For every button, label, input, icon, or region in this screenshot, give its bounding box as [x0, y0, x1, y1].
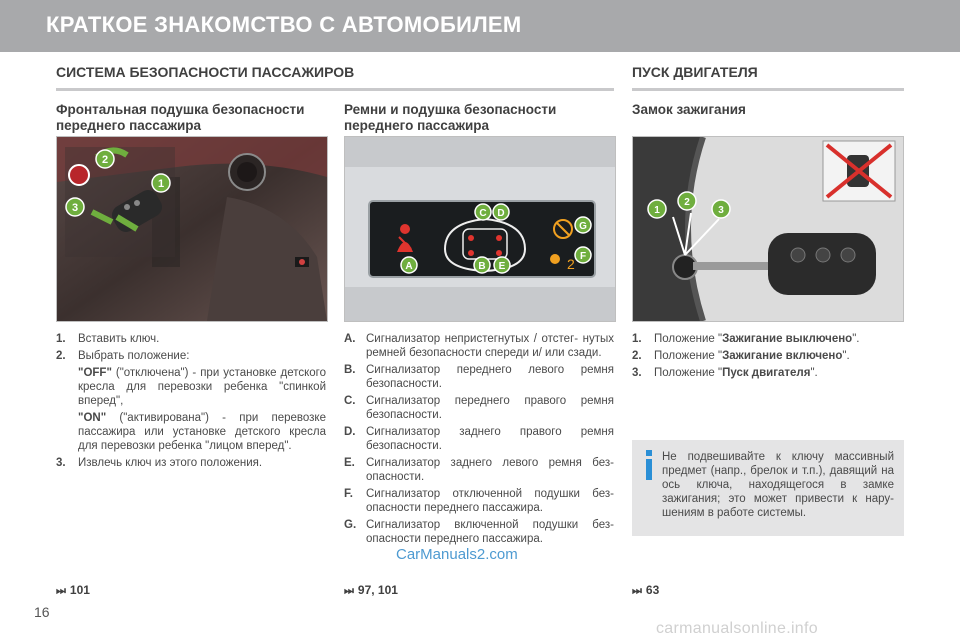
section-title-safety: СИСТЕМА БЕЗОПАСНОСТИ ПАССАЖИРОВ — [56, 64, 355, 80]
list-item: 3. Извлечь ключ из этого положения. — [56, 457, 263, 469]
list-item: E. Сигнализатор заднего левого ремня без- опасности. — [344, 457, 614, 483]
page-reference-link[interactable]: ⏭ 97, 101 — [344, 583, 398, 597]
indicators-list — [344, 332, 614, 549]
callout-2: 2 — [684, 197, 690, 208]
list-item: 1. Вставить ключ. — [56, 333, 160, 345]
section-title-start: ПУСК ДВИГАТЕЛЯ — [632, 64, 758, 80]
airbag-heading: Фронтальная подушка безопасности переднего пассажира — [56, 102, 305, 133]
page-reference-link[interactable]: ⏭ 63 — [632, 583, 660, 597]
page-reference-link[interactable]: ⏭ 101 — [56, 583, 90, 597]
callout-F: F — [579, 251, 587, 262]
section-divider-safety — [56, 88, 614, 91]
callout-A: A — [405, 261, 413, 272]
watermark-footer: carmanualsonline.info — [656, 620, 818, 637]
list-item: 2. Выбрать положение: — [56, 350, 190, 362]
ignition-lock-photo — [632, 136, 904, 322]
watermark-inline: CarManuals2.com — [396, 546, 518, 563]
section-divider-start — [632, 88, 904, 91]
page-number: 16 — [34, 604, 50, 620]
callout-E: E — [498, 261, 506, 272]
list-item: D. Сигнализатор заднего правого ремня безопасности. — [344, 426, 614, 452]
callout-D: D — [497, 208, 505, 219]
page-title: КРАТКОЕ ЗНАКОМСТВО С АВТОМОБИЛЕМ — [46, 12, 522, 37]
callout-1: 1 — [654, 205, 660, 216]
list-item: C. Сигнализатор переднего правого ремня безопасности. — [344, 395, 614, 421]
info-note-box — [632, 440, 904, 536]
off-position-text: "OFF" ("отключена") - при установке детского кресла для перевозки ребенка "спинкой вперед", — [78, 367, 326, 407]
list-item: 2. Положение "Зажигание включено". — [632, 350, 850, 362]
belts-heading: Ремни и подушка безопасности переднего пассажира — [344, 102, 557, 133]
callout-2: 2 — [101, 154, 109, 166]
list-item: B. Сигнализатор переднего левого ремня безопасности. — [344, 364, 614, 390]
on-position-text: "ON" ("активирована") - при перевозке пассажира или установке детского кресла для перевозки ребенка "лицом вперед". — [78, 412, 326, 452]
airbag-steps-list — [56, 332, 326, 473]
list-item: 3. Положение "Пуск двигателя". — [632, 367, 818, 379]
callout-C: C — [479, 208, 487, 219]
list-item: A. Сигнализатор непристегнутых / отстег- нутых ремней безопасности спереди и/ или сзади. — [344, 333, 614, 359]
callout-3: 3 — [71, 202, 79, 214]
header-bar — [0, 0, 960, 52]
seatbelt-indicators-photo — [344, 136, 616, 322]
no-heavy-keychain-inset — [823, 141, 895, 201]
callout-B: B — [478, 261, 486, 272]
key-fob-image — [768, 233, 876, 295]
list-item: F. Сигнализатор отключенной подушки без- опасности переднего пассажира. — [344, 488, 614, 514]
ignition-positions-list — [632, 332, 904, 383]
callout-G: G — [579, 221, 587, 232]
info-icon — [644, 450, 654, 480]
callout-3: 3 — [718, 205, 724, 216]
airbag-switch-photo — [56, 136, 328, 322]
ignition-heading: Замок зажигания — [632, 102, 746, 117]
page-ref-arrow-icon: ⏭ — [56, 585, 66, 597]
list-item: 1. Положение "Зажигание выключено". — [632, 333, 860, 345]
list-item: G. Сигнализатор включенной подушки без- опасности переднего пассажира. — [344, 519, 614, 545]
info-note-text: Не подвешивайте к ключу массивный предмет (напр., брелок и т.п.), давящий на ось ключа, находящегося в замке зажигания; это может привести к нару- шениям в работе системы. — [662, 451, 894, 519]
page-ref-arrow-icon: ⏭ — [344, 585, 354, 597]
svg-text:2: 2 — [567, 256, 575, 272]
callout-1: 1 — [157, 178, 165, 190]
page-ref-arrow-icon: ⏭ — [632, 585, 642, 597]
